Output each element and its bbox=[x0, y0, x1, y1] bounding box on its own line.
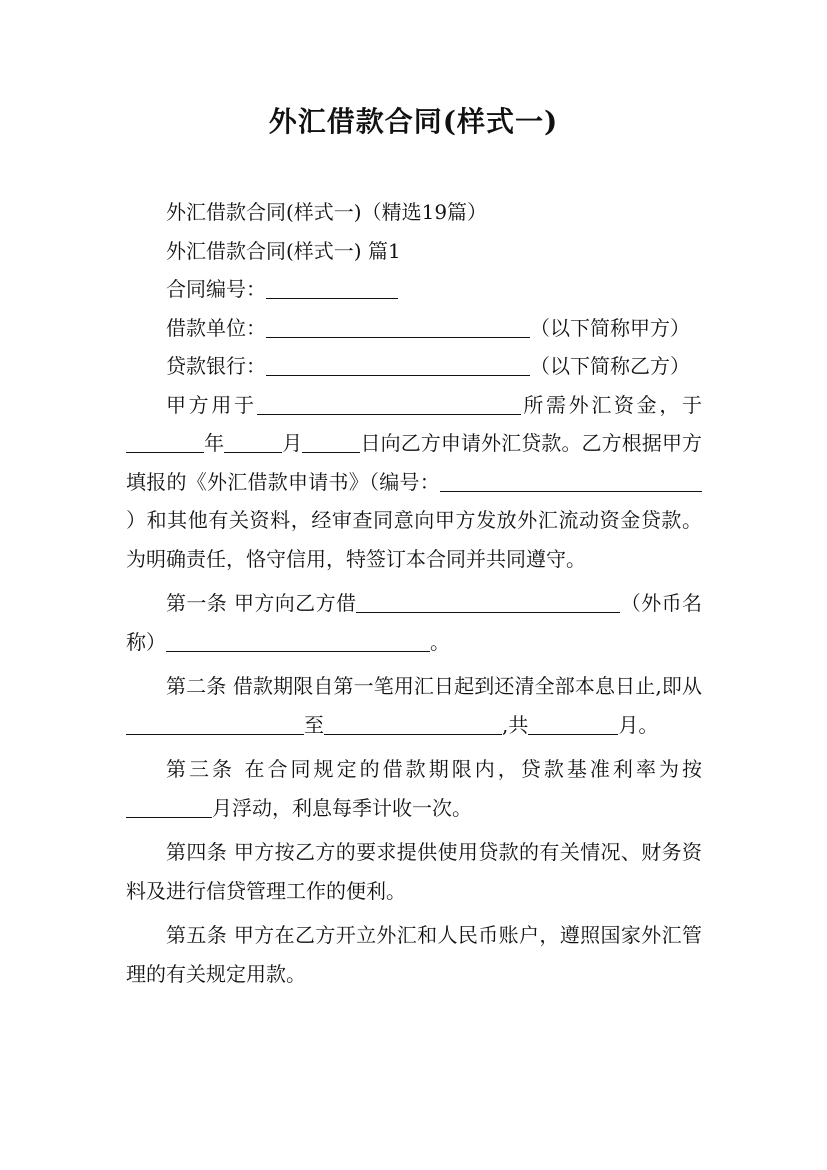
month-blank bbox=[224, 430, 282, 453]
rate-period-blank bbox=[126, 795, 212, 818]
borrower-label: 借款单位： bbox=[166, 315, 266, 340]
preamble-text-b: 所需外汇资金，于 bbox=[520, 392, 703, 417]
article-2-text-c: ,共 bbox=[502, 712, 529, 737]
preamble-paragraph bbox=[126, 386, 702, 579]
preamble-text-c: 年 bbox=[204, 431, 225, 455]
contract-number-blank bbox=[266, 276, 398, 299]
contract-number-label: 合同编号： bbox=[166, 277, 266, 301]
section-heading-text: 外汇借款合同(样式一) 篇1 bbox=[166, 238, 401, 263]
loan-amount-blank bbox=[356, 590, 620, 613]
article-1 bbox=[126, 584, 702, 661]
article-2-text-a: 第二条 借款期限自第一笔用汇日起到还清全部本息日止,即从 bbox=[166, 674, 702, 698]
article-5 bbox=[126, 916, 702, 993]
start-date-blank bbox=[126, 712, 304, 735]
article-3-text-b: 月浮动，利息每季计收一次。 bbox=[212, 795, 472, 820]
end-date-blank bbox=[324, 712, 502, 735]
lender-suffix: （以下简称乙方） bbox=[530, 354, 690, 378]
article-1-text-c: 。 bbox=[430, 629, 450, 654]
borrower-suffix: （以下简称甲方） bbox=[530, 315, 690, 340]
article-1-text-b: （外币名称） bbox=[126, 591, 703, 654]
preamble-text-e: 日向乙方申请外汇贷款。乙方根 bbox=[360, 431, 642, 455]
preamble-text-g: ）和其他有关资料，经审查同意向甲方发放外汇流动资金贷款。为明确责任，恪守信用，特签订本合同并共同遵守。 bbox=[126, 508, 702, 571]
article-2 bbox=[126, 667, 702, 744]
year-blank bbox=[126, 430, 204, 453]
article-5-text: 第五条 甲方在乙方开立外汇和人民币账户，遵照国家外汇管理的有关规定用款。 bbox=[126, 923, 702, 986]
article-3 bbox=[126, 750, 702, 827]
article-2-text-d: 月。 bbox=[618, 712, 659, 737]
day-blank bbox=[302, 430, 360, 453]
document-body bbox=[126, 193, 702, 993]
document-title: 外汇借款合同(样式一) bbox=[268, 105, 559, 138]
article-4-text: 第四条 甲方按乙方的要求提供使用贷款的有关情况、财务资料及进行信贷管理工作的便利。 bbox=[126, 840, 702, 903]
preamble-text-f: 据甲方填报的《外汇借款申请书》（编号： bbox=[126, 431, 703, 494]
application-number-blank bbox=[440, 469, 702, 492]
currency-blank bbox=[166, 629, 430, 652]
months-blank bbox=[528, 712, 618, 735]
borrower-line bbox=[126, 309, 702, 348]
article-1-text-a: 第一条 甲方向乙方借 bbox=[166, 591, 357, 615]
lender-label: 贷款银行： bbox=[166, 354, 266, 378]
lender-blank bbox=[266, 353, 530, 376]
purpose-blank bbox=[257, 392, 521, 415]
subtitle-line bbox=[126, 193, 702, 232]
article-2-text-b: 至 bbox=[304, 712, 324, 737]
preamble-text-d: 月 bbox=[282, 431, 303, 455]
article-4 bbox=[126, 833, 702, 910]
subtitle-text: 外汇借款合同(样式一)（精选19篇） bbox=[166, 200, 488, 224]
section-heading bbox=[126, 232, 702, 271]
contract-number-line bbox=[126, 270, 702, 309]
article-3-text-a: 第三条 在合同规定的借款期限内，贷款基准利率为按 bbox=[166, 757, 702, 781]
preamble-text-a: 甲方用于 bbox=[166, 392, 257, 417]
borrower-blank bbox=[266, 315, 530, 338]
lender-line bbox=[126, 347, 702, 386]
